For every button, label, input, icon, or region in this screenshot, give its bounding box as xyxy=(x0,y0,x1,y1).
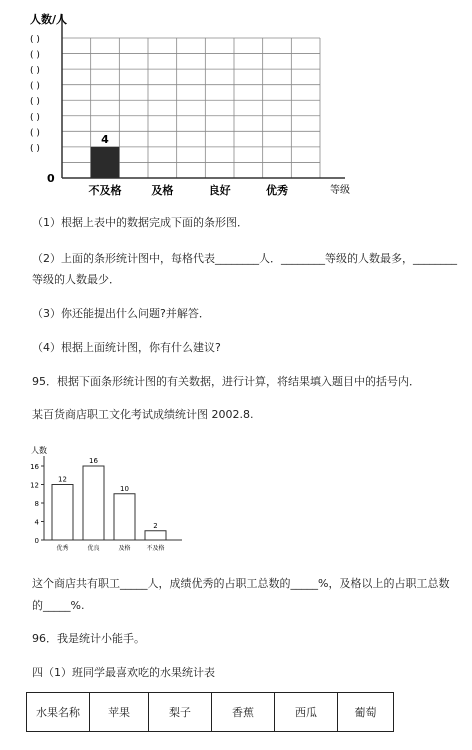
question-96-subtitle: 四（1）班同学最喜欢吃的水果统计表 xyxy=(32,666,215,679)
exam-score-bar-chart xyxy=(0,436,240,556)
chart2-title: 某百货商店职工文化考试成绩统计图 2002.8. xyxy=(32,408,254,421)
chart2-bar-value: 16 xyxy=(89,457,98,465)
bar-value-label: 4 xyxy=(101,132,109,146)
table-cell: 梨子 xyxy=(149,693,212,732)
x-tick-label: 及格 xyxy=(151,184,174,197)
chart2-y-tick-label: 0 xyxy=(34,537,39,545)
chart2-y-tick-label: 4 xyxy=(34,518,39,527)
question-2-line2: 等级的人数最少． xyxy=(32,273,120,286)
grade-bar-chart xyxy=(0,0,472,205)
question-95: 95．根据下面条形统计图的有关数据，进行计算，将结果填入题目中的括号内． xyxy=(32,375,420,388)
question-95-line1: 这个商店共有职工_____人，成绩优秀的占职工总数的_____%，及格以上的占职工总数 xyxy=(32,577,450,590)
y-tick-blank: ( ) xyxy=(30,35,40,45)
bars xyxy=(91,133,120,178)
x-axis-categories xyxy=(89,183,289,197)
table-cell: 香蕉 xyxy=(212,693,275,732)
chart2-category-label: 不及格 xyxy=(146,545,165,552)
origin-label: 0 xyxy=(47,172,55,185)
table-cell: 葡萄 xyxy=(338,693,394,732)
chart2-bar xyxy=(52,485,73,541)
chart2-bar xyxy=(83,466,104,540)
table-cell: 西瓜 xyxy=(275,693,338,732)
chart2-y-tick-label: 12 xyxy=(30,481,39,490)
question-2-line1: （2）上面的条形统计图中，每格代表________人．________等级的人数最多，________ xyxy=(32,252,457,265)
chart2-bars xyxy=(52,457,166,552)
chart2-y-tick-label: 16 xyxy=(30,463,39,471)
x-tick-label: 良好 xyxy=(208,184,231,197)
y-tick-blank: ( ) xyxy=(30,97,40,108)
chart2-category-label: 优良 xyxy=(87,545,100,552)
y-tick-blank: ( ) xyxy=(30,66,40,77)
question-1: （1）根据上表中的数据完成下面的条形图． xyxy=(32,216,248,229)
x-axis-label: 等级 xyxy=(330,185,350,196)
y-tick-blank: ( ) xyxy=(30,81,40,92)
x-tick-label: 优秀 xyxy=(266,184,288,197)
y-axis-label: 人数/人 xyxy=(30,13,68,26)
fruit-table xyxy=(26,692,394,732)
chart2-bar-value: 12 xyxy=(58,475,67,484)
table-cell: 苹果 xyxy=(90,693,149,732)
y-tick-blank: ( ) xyxy=(30,112,40,123)
y-axis-blank-labels xyxy=(30,35,40,154)
bar xyxy=(91,147,120,178)
y-tick-blank: ( ) xyxy=(30,128,40,139)
table-header-row xyxy=(27,693,394,732)
table-cell: 水果名称 xyxy=(27,693,90,732)
chart2-bar-value: 10 xyxy=(120,484,129,493)
question-4: （4）根据上面统计图，你有什么建议? xyxy=(32,341,221,354)
x-tick-label: 不及格 xyxy=(88,184,122,197)
chart2-category-label: 及格 xyxy=(118,545,131,552)
chart2-y-label: 人数 xyxy=(31,446,47,455)
y-tick-blank: ( ) xyxy=(30,50,40,61)
chart2-bar-value: 2 xyxy=(153,521,158,530)
chart2-bar xyxy=(114,494,135,540)
question-95-line2: 的_____%. xyxy=(32,599,85,612)
chart2-bar xyxy=(145,531,166,540)
chart2-y-tick-label: 8 xyxy=(34,500,39,508)
question-3: （3）你还能提出什么问题?并解答． xyxy=(32,307,210,320)
y-tick-blank: ( ) xyxy=(30,143,40,154)
chart2-category-label: 优秀 xyxy=(56,545,69,552)
chart2-y-ticks xyxy=(30,463,44,545)
question-96: 96．我是统计小能手。 xyxy=(32,632,145,645)
